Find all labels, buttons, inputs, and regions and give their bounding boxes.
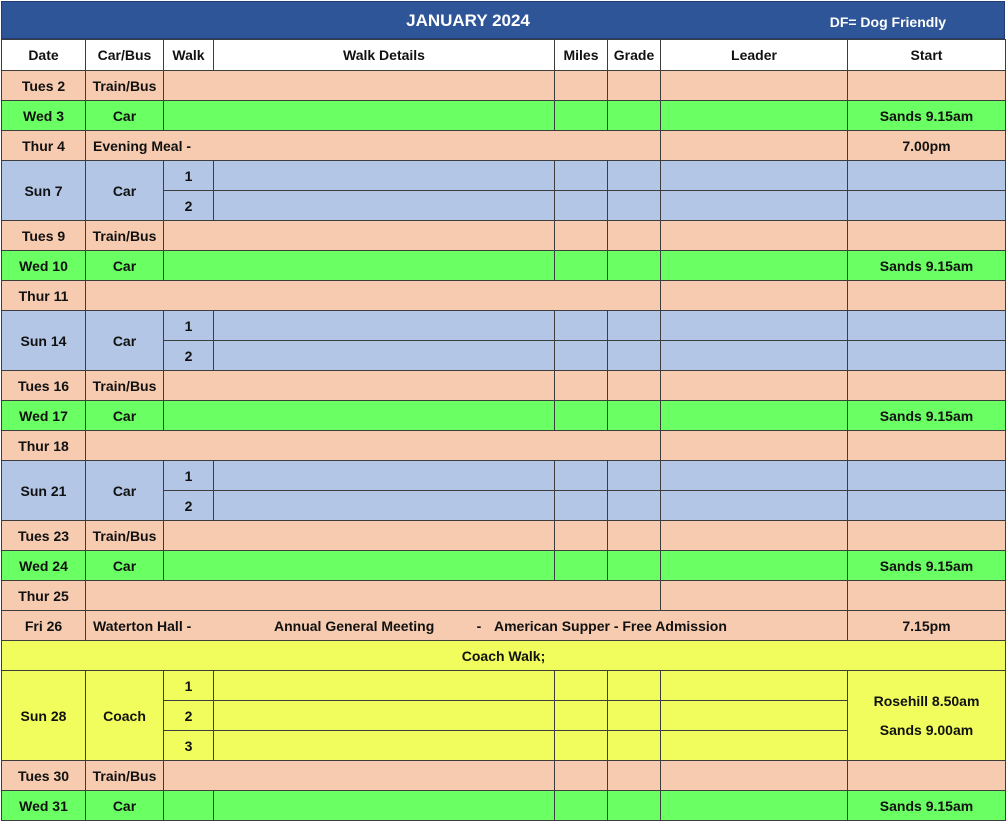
leader-cell (661, 131, 848, 161)
column-header-transport: Car/Bus (86, 40, 164, 71)
leader-cell (661, 221, 848, 251)
page-title: JANUARY 2024 (406, 11, 530, 30)
leader-cell (661, 791, 848, 821)
column-header-grade: Grade (608, 40, 661, 71)
leader-cell (661, 491, 848, 521)
table-row (2, 251, 1006, 281)
miles-cell (555, 491, 608, 521)
leader-cell (661, 671, 848, 701)
table-row (2, 131, 1006, 161)
grade-cell (608, 491, 661, 521)
start-cell (848, 491, 1006, 521)
table-row (2, 161, 1006, 191)
miles-cell (555, 251, 608, 281)
miles-cell (555, 161, 608, 191)
start-cell (848, 371, 1006, 401)
date-cell: Tues 30 (2, 761, 86, 791)
agm-details-cell (86, 611, 848, 641)
transport-cell: Train/Bus (86, 71, 164, 101)
date-cell: Wed 17 (2, 401, 86, 431)
leader-cell (661, 161, 848, 191)
details-cell (164, 401, 555, 431)
leader-cell (661, 251, 848, 281)
table-row (2, 221, 1006, 251)
transport-cell: Car (86, 401, 164, 431)
grade-cell (608, 701, 661, 731)
table-row (2, 521, 1006, 551)
column-header-row (2, 40, 1006, 71)
grade-cell (608, 191, 661, 221)
details-cell (214, 671, 555, 701)
details-cell (214, 791, 555, 821)
start-cell: Sands 9.15am (848, 401, 1006, 431)
column-header-details: Walk Details (214, 40, 555, 71)
miles-cell (555, 101, 608, 131)
grade-cell (608, 101, 661, 131)
grade-cell (608, 71, 661, 101)
walk-number-cell: 2 (164, 341, 214, 371)
grade-cell (608, 461, 661, 491)
leader-cell (661, 281, 848, 311)
table-row (2, 71, 1006, 101)
transport-cell: Train/Bus (86, 761, 164, 791)
table-row (2, 401, 1006, 431)
transport-cell: Car (86, 461, 164, 521)
grade-cell (608, 161, 661, 191)
start-cell (848, 191, 1006, 221)
date-cell: Sun 21 (2, 461, 86, 521)
date-cell: Tues 16 (2, 371, 86, 401)
details-cell (214, 311, 555, 341)
agm-agenda: Annual General Meeting (274, 617, 435, 634)
miles-cell (555, 71, 608, 101)
details-cell (214, 161, 555, 191)
start-cell (848, 281, 1006, 311)
walk-number-cell: 1 (164, 161, 214, 191)
start-cell (848, 671, 1006, 761)
leader-cell (661, 551, 848, 581)
start-cell (848, 221, 1006, 251)
column-header-leader: Leader (661, 40, 848, 71)
start-cell (848, 311, 1006, 341)
start-cell (848, 161, 1006, 191)
leader-cell (661, 701, 848, 731)
details-cell (214, 731, 555, 761)
start-cell (848, 461, 1006, 491)
grade-cell (608, 761, 661, 791)
coach-banner-row (2, 641, 1006, 671)
date-cell: Tues 9 (2, 221, 86, 251)
miles-cell (555, 521, 608, 551)
agm-extra: American Supper - Free Admission (494, 617, 727, 634)
grade-cell (608, 341, 661, 371)
details-cell (164, 251, 555, 281)
date-cell: Sun 28 (2, 671, 86, 761)
grade-cell (608, 521, 661, 551)
leader-cell (661, 311, 848, 341)
details-cell (214, 701, 555, 731)
date-cell: Wed 3 (2, 101, 86, 131)
table-row (2, 101, 1006, 131)
date-cell: Sun 14 (2, 311, 86, 371)
leader-cell (661, 401, 848, 431)
coach-banner: Coach Walk; (2, 641, 1006, 671)
transport-cell: Car (86, 791, 164, 821)
start-cell: Sands 9.15am (848, 551, 1006, 581)
event-details-cell (86, 431, 661, 461)
transport-cell: Coach (86, 671, 164, 761)
grade-cell (608, 251, 661, 281)
date-cell: Wed 31 (2, 791, 86, 821)
leader-cell (661, 581, 848, 611)
date-cell: Thur 25 (2, 581, 86, 611)
start-cell (848, 341, 1006, 371)
grade-cell (608, 371, 661, 401)
walk-schedule-sheet (1, 1, 1005, 821)
leader-cell (661, 521, 848, 551)
grade-cell (608, 311, 661, 341)
date-cell: Wed 24 (2, 551, 86, 581)
table-row (2, 551, 1006, 581)
miles-cell (555, 761, 608, 791)
leader-cell (661, 341, 848, 371)
miles-cell (555, 401, 608, 431)
table-row (2, 791, 1006, 821)
transport-cell: Car (86, 551, 164, 581)
date-cell: Thur 18 (2, 431, 86, 461)
grade-cell (608, 671, 661, 701)
title-bar (1, 1, 1005, 39)
start-cell: 7.15pm (848, 611, 1006, 641)
miles-cell (555, 551, 608, 581)
grade-cell (608, 401, 661, 431)
grade-cell (608, 791, 661, 821)
date-cell: Thur 4 (2, 131, 86, 161)
start-cell (848, 761, 1006, 791)
column-header-walk: Walk (164, 40, 214, 71)
column-header-date: Date (2, 40, 86, 71)
table-row (2, 311, 1006, 341)
details-cell (164, 101, 555, 131)
start-cell (848, 521, 1006, 551)
start-cell (848, 431, 1006, 461)
dog-friendly-note: DF= Dog Friendly (829, 14, 946, 30)
transport-cell: Train/Bus (86, 221, 164, 251)
transport-cell: Train/Bus (86, 521, 164, 551)
agm-venue: Waterton Hall - (93, 617, 192, 634)
table-row (2, 371, 1006, 401)
date-cell: Thur 11 (2, 281, 86, 311)
grade-cell (608, 551, 661, 581)
grade-cell (608, 221, 661, 251)
start-cell: Sands 9.15am (848, 791, 1006, 821)
walk-number-cell: 3 (164, 731, 214, 761)
walk-number-cell: 1 (164, 671, 214, 701)
date-cell: Fri 26 (2, 611, 86, 641)
leader-cell (661, 191, 848, 221)
leader-cell (661, 101, 848, 131)
leader-cell (661, 71, 848, 101)
table-row (2, 671, 1006, 701)
table-row (2, 281, 1006, 311)
table-row (2, 431, 1006, 461)
schedule-table (1, 39, 1006, 821)
start-cell: Sands 9.15am (848, 251, 1006, 281)
details-cell (164, 551, 555, 581)
date-cell: Wed 10 (2, 251, 86, 281)
coach-start-times (848, 687, 1005, 745)
grade-cell (608, 731, 661, 761)
coach-start-sands: Sands 9.00am (879, 721, 974, 738)
walk-number-cell: 1 (164, 311, 214, 341)
leader-cell (661, 371, 848, 401)
table-row (2, 581, 1006, 611)
coach-start-rosehill: Rosehill 8.50am (873, 692, 980, 709)
details-cell (214, 191, 555, 221)
details-cell (214, 491, 555, 521)
details-cell (214, 461, 555, 491)
transport-cell: Car (86, 161, 164, 221)
walk-number-cell: 2 (164, 491, 214, 521)
leader-cell (661, 431, 848, 461)
date-cell: Sun 7 (2, 161, 86, 221)
miles-cell (555, 191, 608, 221)
walk-number-cell: 2 (164, 191, 214, 221)
leader-cell (661, 731, 848, 761)
column-header-start: Start (848, 40, 1006, 71)
start-cell: Sands 9.15am (848, 101, 1006, 131)
event-details-cell: Evening Meal - (86, 131, 661, 161)
start-cell (848, 581, 1006, 611)
miles-cell (555, 221, 608, 251)
details-cell (164, 761, 555, 791)
table-row (2, 611, 1006, 641)
table-row (2, 761, 1006, 791)
start-cell (848, 71, 1006, 101)
start-cell: 7.00pm (848, 131, 1006, 161)
event-details-cell (86, 281, 661, 311)
date-cell: Tues 23 (2, 521, 86, 551)
details-cell (164, 371, 555, 401)
transport-cell: Car (86, 251, 164, 281)
miles-cell (555, 791, 608, 821)
miles-cell (555, 461, 608, 491)
details-cell (164, 71, 555, 101)
transport-cell: Car (86, 311, 164, 371)
date-cell: Tues 2 (2, 71, 86, 101)
column-header-miles: Miles (555, 40, 608, 71)
leader-cell (661, 761, 848, 791)
miles-cell (555, 311, 608, 341)
walk-number-cell (164, 791, 214, 821)
event-details-cell (86, 581, 661, 611)
table-row (2, 461, 1006, 491)
details-cell (164, 221, 555, 251)
miles-cell (555, 341, 608, 371)
walk-number-cell: 2 (164, 701, 214, 731)
transport-cell: Car (86, 101, 164, 131)
miles-cell (555, 371, 608, 401)
details-cell (214, 341, 555, 371)
details-cell (164, 521, 555, 551)
miles-cell (555, 701, 608, 731)
walk-number-cell: 1 (164, 461, 214, 491)
agm-separator: - (476, 617, 482, 634)
leader-cell (661, 461, 848, 491)
miles-cell (555, 671, 608, 701)
miles-cell (555, 731, 608, 761)
transport-cell: Train/Bus (86, 371, 164, 401)
